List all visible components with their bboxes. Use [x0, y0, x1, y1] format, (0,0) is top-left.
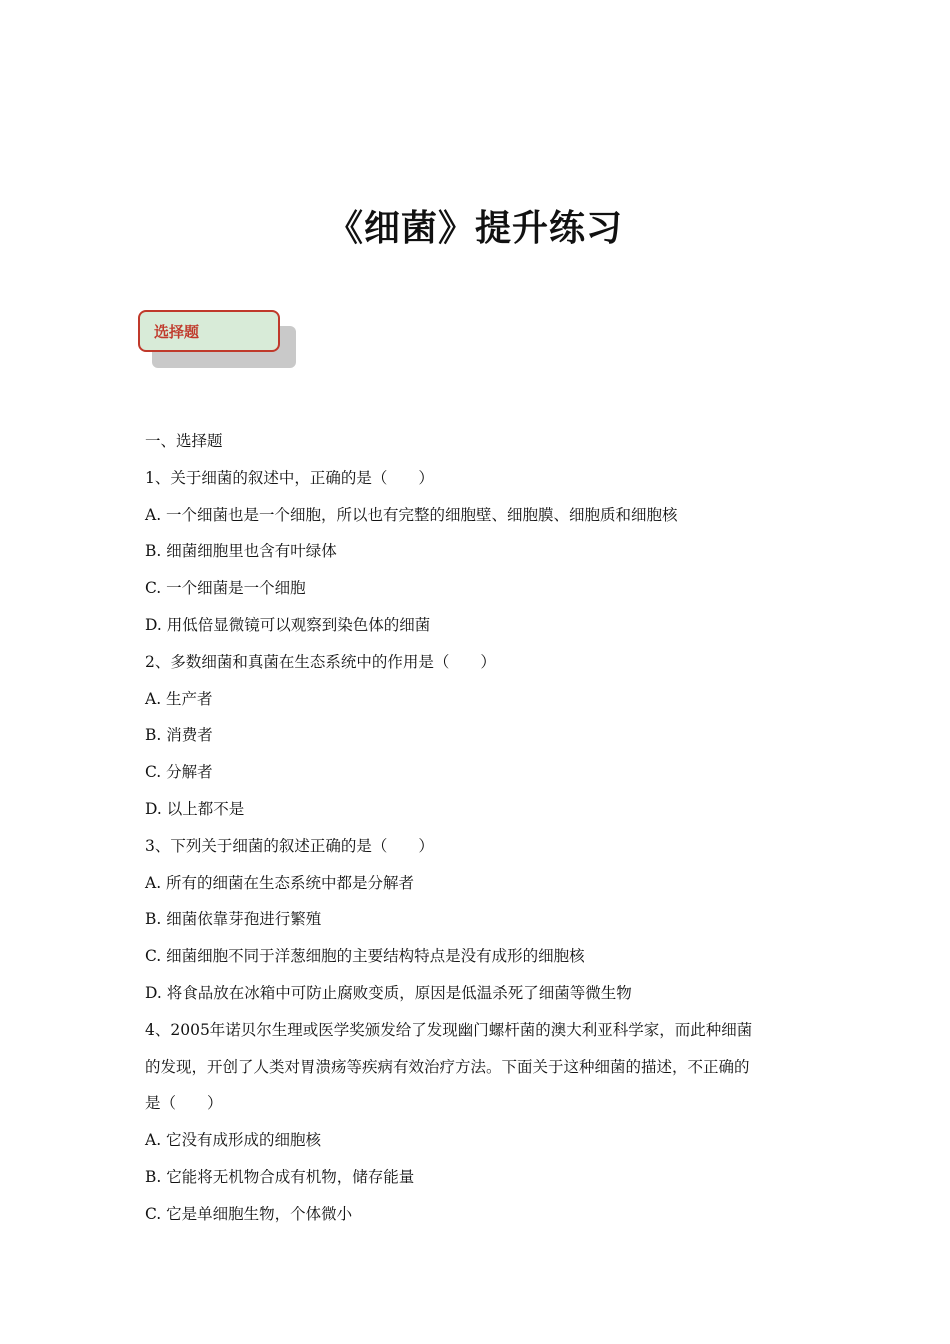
q4-option-a: A. 它没有成形成的细胞核	[145, 1131, 322, 1150]
question-4-line-1: 4、2005年诺贝尔生理或医学奖颁发给了发现幽门螺杆菌的澳大利亚科学家，而此种细菌	[145, 1020, 753, 1039]
q4-option-b: B. 它能将无机物合成有机物，储存能量	[145, 1167, 415, 1186]
question-4-line-3: 是（ ）	[145, 1094, 223, 1113]
q2-option-a: A. 生产者	[145, 689, 213, 708]
question-3: 3、下列关于细菌的叙述正确的是（ ）	[145, 836, 434, 855]
question-2: 2、多数细菌和真菌在生态系统中的作用是（ ）	[145, 652, 496, 671]
section-heading: 一、选择题	[145, 432, 223, 450]
q3-option-b: B. 细菌依靠芽孢进行繁殖	[145, 910, 322, 929]
q3-option-d: D. 将食品放在冰箱中可防止腐败变质，原因是低温杀死了细菌等微生物	[145, 983, 632, 1002]
question-content	[145, 423, 805, 1233]
q1-option-c: C. 一个细菌是一个细胞	[145, 579, 306, 598]
question-1: 1、关于细菌的叙述中，正确的是（ ）	[145, 468, 434, 487]
q2-option-d: D. 以上都不是	[145, 799, 245, 818]
question-4-line-2: 的发现，开创了人类对胃溃疡等疾病有效治疗方法。下面关于这种细菌的描述，不正确的	[145, 1057, 750, 1076]
page-title: 《细菌》提升练习	[326, 208, 623, 249]
q1-option-a: A. 一个细菌也是一个细胞，所以也有完整的细胞壁、细胞膜、细胞质和细胞核	[145, 505, 678, 524]
q2-option-c: C. 分解者	[145, 763, 213, 782]
q1-option-b: B. 细菌细胞里也含有叶绿体	[145, 542, 337, 561]
q3-option-a: A. 所有的细菌在生态系统中都是分解者	[145, 873, 415, 892]
section-badge	[138, 310, 298, 372]
q3-option-c: C. 细菌细胞不同于洋葱细胞的主要结构特点是没有成形的细胞核	[145, 947, 585, 966]
q4-option-c: C. 它是单细胞生物，个体微小	[145, 1204, 353, 1223]
q1-option-d: D. 用低倍显微镜可以观察到染色体的细菌	[145, 615, 431, 634]
q2-option-b: B. 消费者	[145, 726, 213, 745]
badge-label: 选择题	[138, 310, 280, 352]
